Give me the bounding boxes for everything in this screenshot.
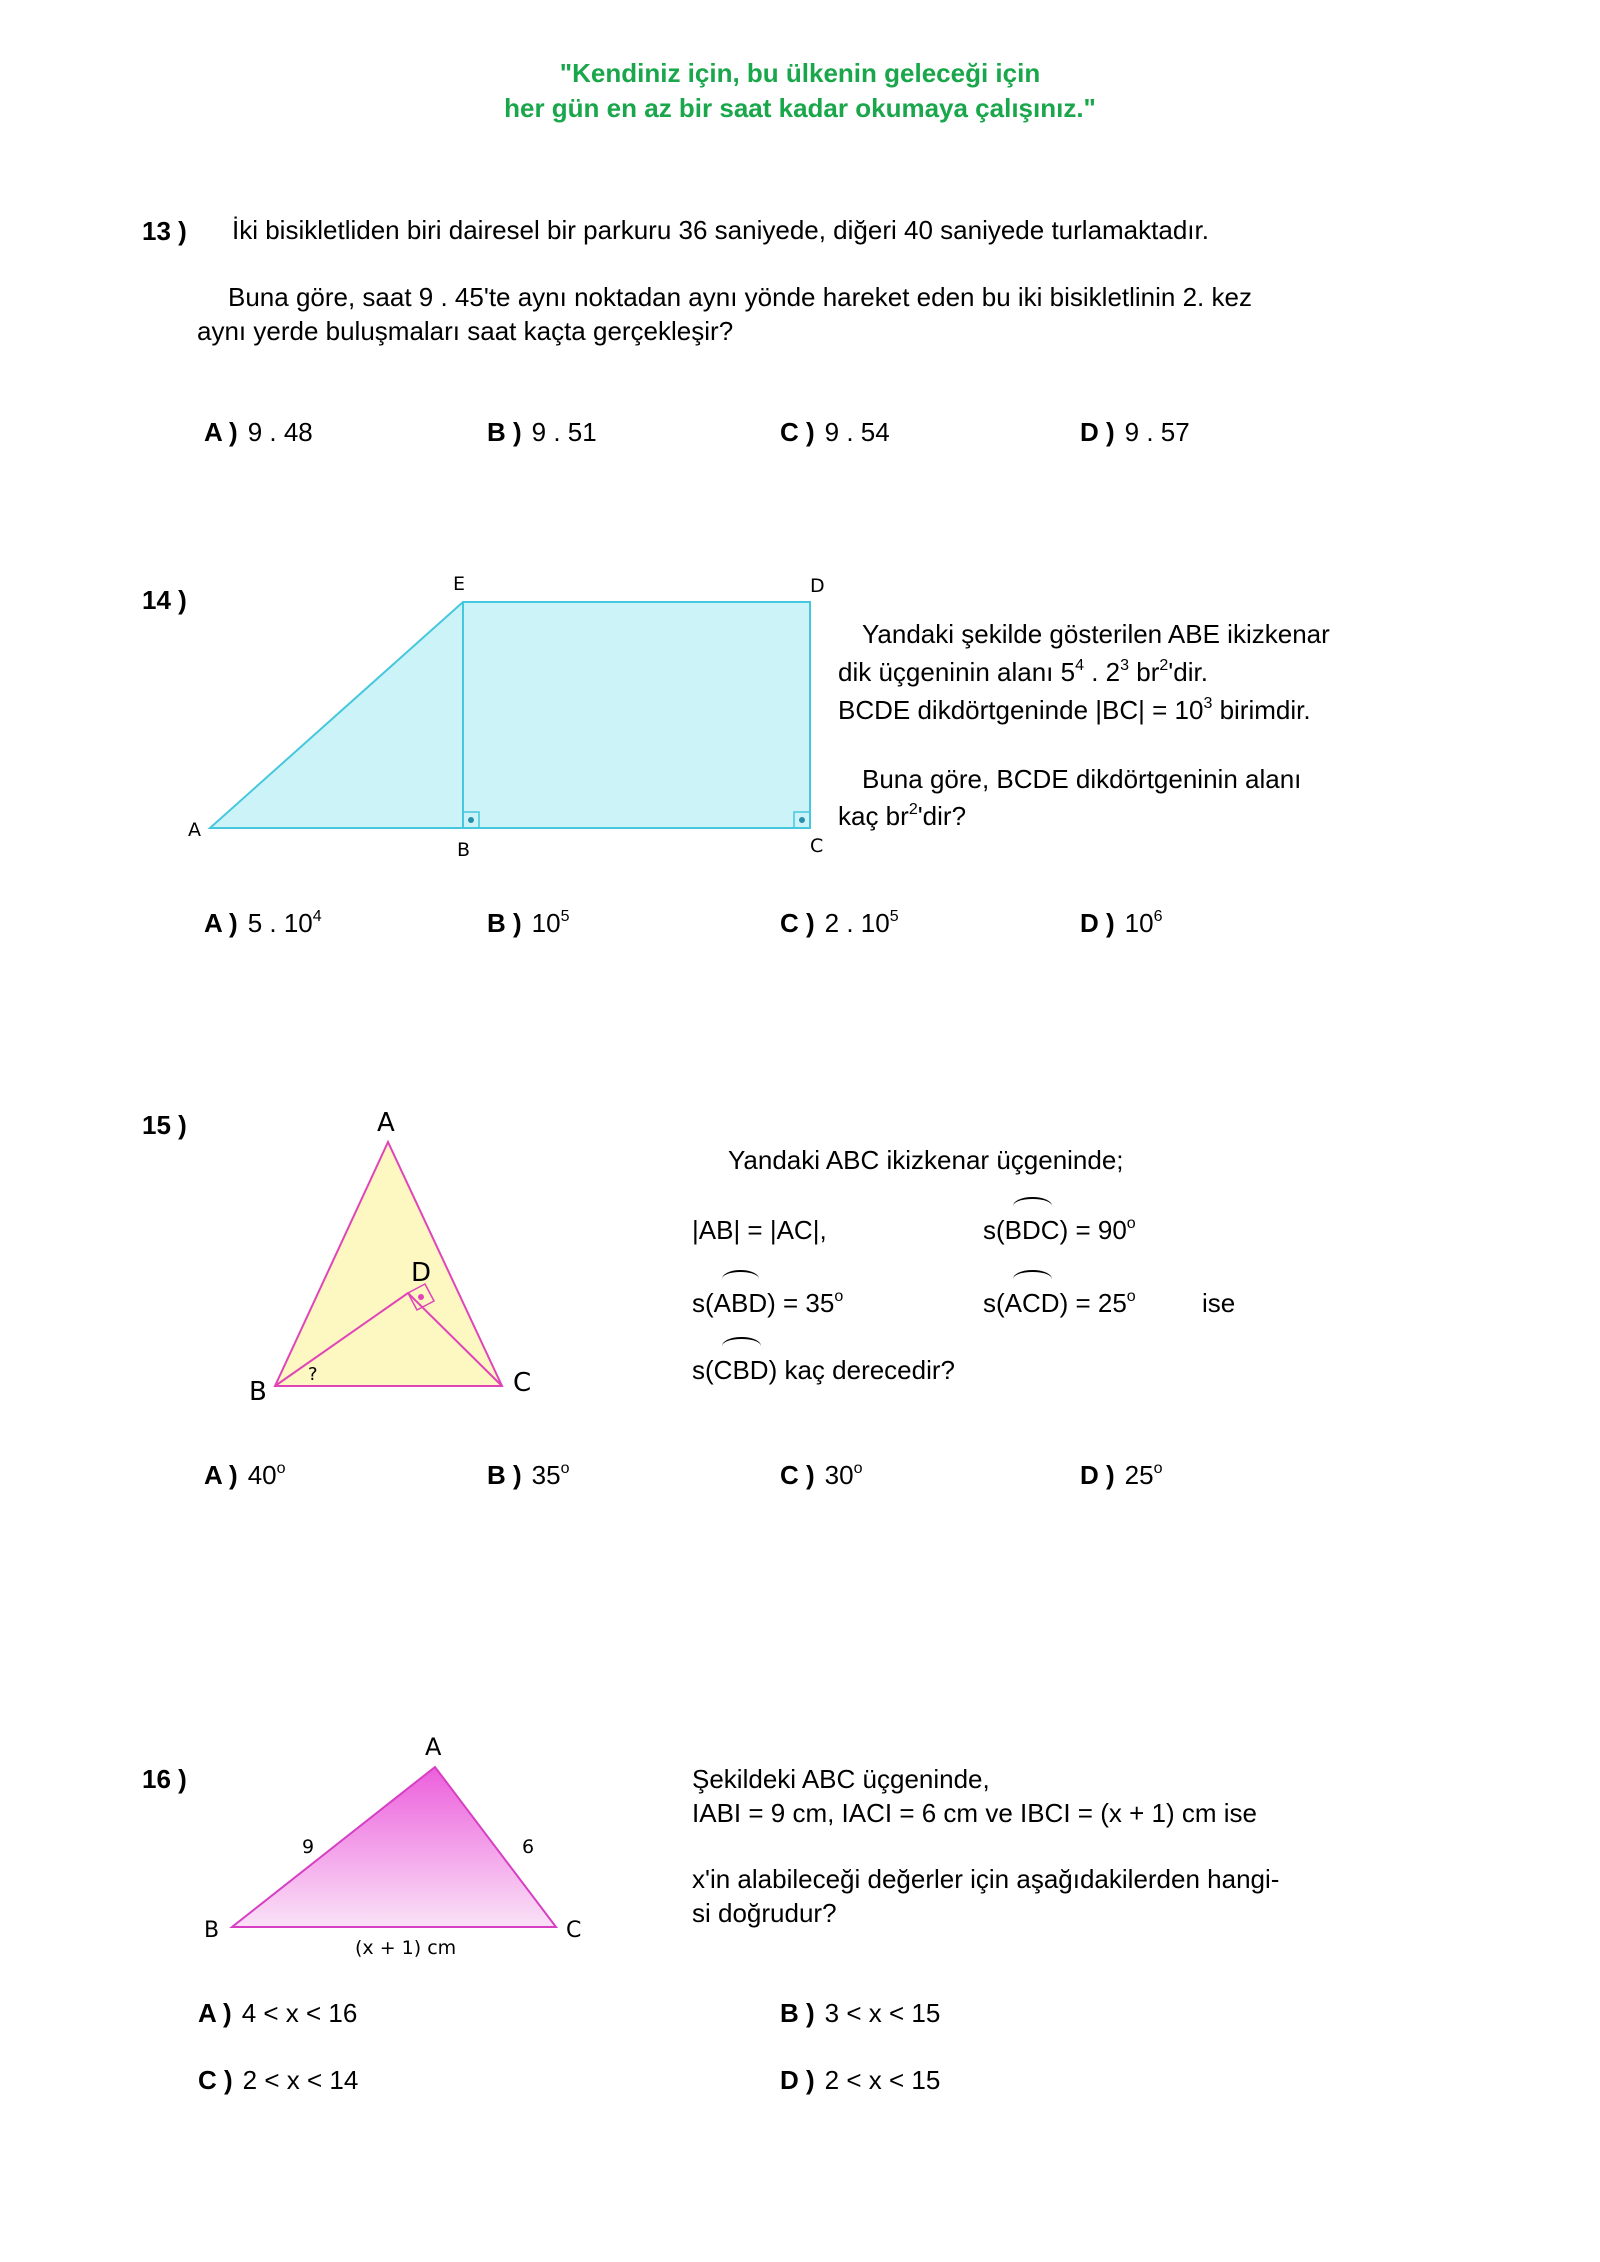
- q16-option-b[interactable]: B ) 3 < x < 15: [780, 1998, 941, 2028]
- question-14-number: 14 ): [142, 585, 187, 615]
- q14-option-c-letter: C ): [780, 908, 815, 938]
- q14-text-line-5: kaç $br^2'dir$?: [838, 801, 967, 831]
- q15-option-a[interactable]: A ) 40$^o$: [204, 1460, 286, 1490]
- q15-angle-question: ?: [308, 1364, 318, 1385]
- q13-option-b-letter: B ): [487, 417, 522, 447]
- q15-condition-ab-ac: |AB| = |AC|,: [692, 1215, 827, 1245]
- q14-option-a-letter: A ): [204, 908, 238, 938]
- q14-option-a[interactable]: A ) 5 . $10^4$: [204, 908, 322, 938]
- q14-text-line-1: Yandaki şekilde gösterilen ABE ikizkenar: [862, 619, 1330, 649]
- q15-label-d: D: [411, 1258, 432, 1288]
- motto-line-2: her gün en az bir saat kadar okumaya çalışınız.": [504, 93, 1096, 123]
- q14-label-e: E: [453, 573, 466, 595]
- q16-label-c: C: [566, 1918, 582, 1943]
- q15-option-c[interactable]: C ) 30$^o$: [780, 1460, 863, 1490]
- q14-shape: [210, 602, 810, 828]
- q14-label-a: A: [188, 819, 201, 841]
- q16-option-d[interactable]: D ) 2 < x < 15: [780, 2065, 941, 2095]
- q14-label-d: D: [810, 575, 825, 597]
- q16-option-a-letter: A ): [198, 1998, 232, 2028]
- q15-label-c: C: [513, 1368, 532, 1398]
- q16-label-a: A: [425, 1733, 442, 1761]
- q14-text-line-3: BCDE dikdörtgeninde $|BC| = 10^3$ birimdir.: [838, 695, 1311, 725]
- q15-right-angle-d-dot: [418, 1294, 424, 1300]
- q14-label-b: B: [457, 839, 471, 860]
- q16-text-line-3: x'in alabileceği değerler için aşağıdakilerden hangi-: [692, 1864, 1280, 1894]
- question-13-number: 13 ): [142, 216, 187, 246]
- q16-option-a[interactable]: A ) 4 < x < 16: [198, 1998, 358, 2028]
- q13-option-a-text: 9 . 48: [247, 417, 313, 447]
- q13-option-c-letter: C ): [780, 417, 815, 447]
- q15-label-a: A: [377, 1108, 395, 1138]
- q15-condition-bdc: $s(BDC) = 90^o$: [983, 1215, 1136, 1245]
- question-16-number: 16 ): [142, 1764, 187, 1794]
- question-13-line-2: Buna göre, saat 9 . 45'te aynı noktadan aynı yönde hareket eden bu iki bisikletlinin 2. kez: [228, 282, 1252, 312]
- q16-label-ac: 6: [522, 1836, 535, 1858]
- q14-option-d-letter: D ): [1080, 908, 1115, 938]
- q16-label-bc: (x + 1) cm: [355, 1937, 457, 1959]
- q14-option-b[interactable]: B ) $10^5$: [487, 908, 570, 938]
- q13-option-a[interactable]: [204, 417, 313, 448]
- q15-option-a-letter: A ): [204, 1460, 238, 1490]
- q13-option-a-letter: A ): [204, 417, 238, 447]
- q14-option-c[interactable]: C ) 2 . $10^5$: [780, 908, 899, 938]
- q16-option-c-letter: C ): [198, 2065, 233, 2095]
- q15-ise: ise: [1202, 1288, 1236, 1318]
- q16-option-b-letter: B ): [780, 1998, 815, 2028]
- q14-right-angle-b-dot: [468, 817, 474, 823]
- q15-option-d-letter: D ): [1080, 1460, 1115, 1490]
- q15-option-b[interactable]: B ) 35$^o$: [487, 1460, 570, 1490]
- q14-label-c: C: [810, 835, 824, 857]
- q15-triangle: [275, 1142, 502, 1386]
- q13-option-d-text: 9 . 57: [1124, 417, 1190, 447]
- q16-text-line-4: si doğrudur?: [692, 1898, 837, 1928]
- question-13-line-1: İki bisikletliden biri dairesel bir parkuru 36 saniyede, diğeri 40 saniyede turlamaktadır.: [232, 215, 1209, 245]
- q13-option-c[interactable]: [780, 417, 890, 448]
- q15-option-b-letter: B ): [487, 1460, 522, 1490]
- q13-option-b[interactable]: [487, 417, 597, 448]
- question-15-number: 15 ): [142, 1110, 187, 1140]
- q15-condition-acd: $s(ACD) = 25^o$: [983, 1288, 1136, 1318]
- q16-option-d-letter: D ): [780, 2065, 815, 2095]
- q13-option-d[interactable]: [1080, 417, 1190, 448]
- q13-option-b-text: 9 . 51: [531, 417, 597, 447]
- q14-right-angle-c-dot: [799, 817, 805, 823]
- q15-figure: [230, 1095, 550, 1415]
- q15-question: s(CBD) kaç derecedir?: [692, 1355, 955, 1385]
- q16-text-line-2: IABI = 9 cm, IACI = 6 cm ve IBCI = (x + 1) cm ise: [692, 1798, 1257, 1828]
- q14-text-line-2: dik üçgeninin alanı $5^4$ . $2^3$ $br^2'dir$.: [838, 657, 1208, 687]
- q15-option-c-letter: C ): [780, 1460, 815, 1490]
- q15-condition-abd: $s(ABD) = 35^o$: [692, 1288, 844, 1318]
- q14-text-line-4: Buna göre, BCDE dikdörtgeninin alanı: [862, 764, 1302, 794]
- q15-label-b: B: [249, 1377, 267, 1407]
- q16-text-line-1: Şekildeki ABC üçgeninde,: [692, 1764, 990, 1794]
- q16-label-b: B: [204, 1918, 220, 1943]
- q14-option-d[interactable]: D ) $10^6$: [1080, 908, 1163, 938]
- q15-option-d[interactable]: D ) 25$^o$: [1080, 1460, 1163, 1490]
- q16-option-c[interactable]: C ) 2 < x < 14: [198, 2065, 359, 2095]
- q13-option-c-text: 9 . 54: [824, 417, 890, 447]
- q16-label-ab: 9: [302, 1836, 315, 1858]
- q14-option-b-letter: B ): [487, 908, 522, 938]
- q16-triangle: [232, 1767, 556, 1927]
- q14-figure: [170, 560, 850, 860]
- question-13-line-3: aynı yerde buluşmaları saat kaçta gerçekleşir?: [197, 316, 734, 346]
- motto-line-1: "Kendiniz için, bu ülkenin geleceği için: [559, 58, 1041, 88]
- q15-intro: Yandaki ABC ikizkenar üçgeninde;: [728, 1145, 1124, 1175]
- q13-option-d-letter: D ): [1080, 417, 1115, 447]
- q16-figure: [190, 1725, 610, 1975]
